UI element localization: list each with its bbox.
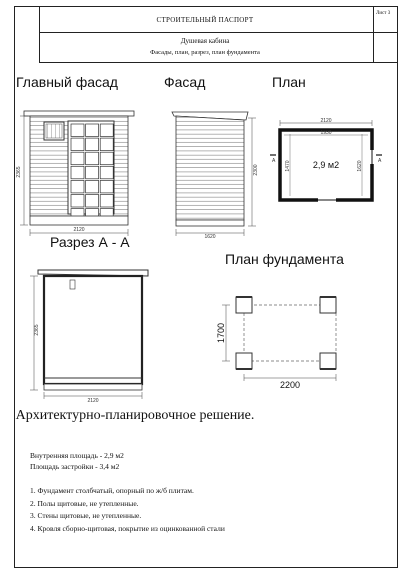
foundation-pad bbox=[320, 353, 336, 369]
plan-outer-dim: 2120 bbox=[320, 118, 332, 124]
plan-drawing bbox=[270, 118, 382, 203]
side-facade-plinth bbox=[176, 220, 244, 226]
area-stats bbox=[30, 450, 124, 472]
note-item: 1. Фундамент столбчатый, опорный по ж/б плитам. bbox=[30, 486, 194, 495]
door-glass-panel bbox=[86, 138, 99, 151]
plan-left-dim: 1470 bbox=[285, 160, 291, 172]
door-glass-panel bbox=[71, 152, 84, 165]
document-title: СТРОИТЕЛЬНЫЙ ПАСПОРТ bbox=[156, 16, 254, 24]
section-walls bbox=[44, 276, 142, 384]
foundation-pad bbox=[236, 297, 252, 313]
foundation-plan-heading: План фундамента bbox=[225, 251, 344, 267]
note-item: 3. Стены щитовые, не утепленные. bbox=[30, 511, 142, 520]
door-glass-panel bbox=[71, 138, 84, 151]
side-facade-wall bbox=[176, 116, 244, 220]
section-fixture bbox=[70, 280, 75, 289]
object-name: Душевая кабина bbox=[180, 37, 230, 45]
main-width-dim: 2120 bbox=[73, 227, 85, 233]
foundation-pad bbox=[320, 297, 336, 313]
section-mark-right: A bbox=[378, 158, 382, 164]
plan-area-label: 2,9 м2 bbox=[312, 160, 340, 170]
main-facade-plinth bbox=[30, 216, 128, 225]
sheet-number: Лист 3 bbox=[376, 11, 391, 16]
side-height-dim: 2300 bbox=[253, 164, 259, 176]
plan-inner-dim: 1930 bbox=[320, 130, 332, 136]
door-glass-panel bbox=[100, 138, 113, 151]
section-height-dim: 2365 bbox=[34, 324, 40, 336]
door-glass-panel bbox=[100, 152, 113, 165]
plan-heading: План bbox=[272, 74, 306, 90]
door-glass-panel bbox=[86, 124, 99, 137]
foundation-height-dim: 1700 bbox=[216, 322, 226, 344]
door-glass-panel bbox=[86, 195, 99, 208]
note-item: 4. Кровля сборно-щитовая, покрытие из оцинкованной стали bbox=[30, 523, 225, 533]
section-mark-left: A bbox=[272, 158, 276, 164]
door-glass-panel bbox=[100, 166, 113, 179]
side-width-dim: 1620 bbox=[204, 234, 216, 240]
foundation-plan-drawing bbox=[216, 297, 336, 390]
internal-area: Внутренняя площадь - 2,9 м2 bbox=[30, 451, 124, 460]
built-area: Площадь застройки - 3,4 м2 bbox=[30, 462, 120, 471]
main-height-dim: 2365 bbox=[16, 166, 22, 178]
door-glass-panel bbox=[71, 180, 84, 193]
section-width-dim: 2120 bbox=[87, 398, 99, 404]
side-facade-drawing bbox=[172, 112, 259, 240]
door-glass-panel bbox=[100, 124, 113, 137]
section-heading: Разрез А - А bbox=[50, 234, 130, 250]
main-facade-heading: Главный фасад bbox=[16, 74, 118, 90]
door-glass-panel bbox=[71, 195, 84, 208]
note-item: 2. Полы щитовые, не утепленные. bbox=[30, 498, 139, 508]
foundation-width-dim: 2200 bbox=[279, 380, 301, 390]
architectural-solution-heading: Архитектурно-планировочное решение. bbox=[15, 408, 255, 423]
door-glass-panel bbox=[86, 180, 99, 193]
main-facade-roof bbox=[24, 111, 134, 116]
side-facade-heading: Фасад bbox=[164, 74, 206, 90]
door-glass-panel bbox=[100, 195, 113, 208]
door-glass-panel bbox=[86, 166, 99, 179]
sheet-subtitle: Фасады, план, разрез, план фундамента bbox=[150, 49, 260, 56]
plan-right-dim: 1620 bbox=[357, 160, 363, 172]
section-floor bbox=[44, 384, 142, 390]
door-glass-panel bbox=[71, 166, 84, 179]
main-facade-drawing bbox=[16, 111, 134, 236]
door-glass-panel bbox=[71, 124, 84, 137]
foundation-pad bbox=[236, 353, 252, 369]
door-glass-panel bbox=[100, 180, 113, 193]
section-drawing bbox=[30, 270, 148, 404]
door-glass-panel bbox=[86, 152, 99, 165]
main-facade-door-panels bbox=[71, 124, 113, 221]
construction-notes bbox=[30, 485, 225, 535]
